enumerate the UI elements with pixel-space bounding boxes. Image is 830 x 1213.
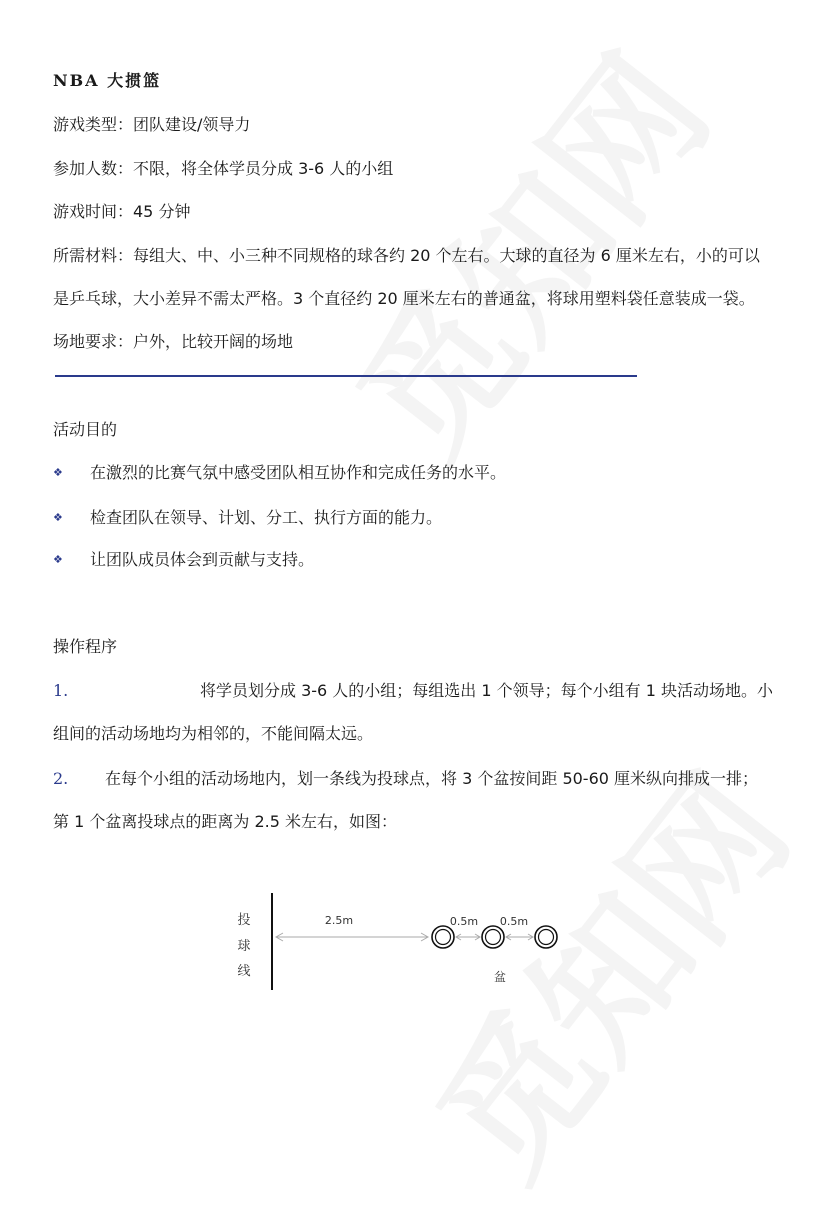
bullet-icon: ❖: [53, 511, 63, 524]
purpose-item: 让团队成员体会到贡献与支持。: [90, 550, 315, 569]
step-2-line-1: 在每个小组的活动场地内，划一条线为投球点，将 3 个盆按间距 50-60 厘米纵向排成一排；: [105, 769, 759, 788]
step-2-number: 2.: [53, 769, 69, 788]
bullet-icon: ❖: [53, 466, 63, 479]
throw-line-label-char: 球: [237, 939, 251, 954]
distance-label-gap-1: 0.5m: [449, 915, 479, 928]
step-2-line-2: 第 1 个盆离投球点的距离为 2.5 米左右，如图：: [53, 812, 397, 831]
document-title: NBA 大掼篮: [53, 71, 162, 90]
purpose-item: 在激烈的比赛气氛中感受团队相互协作和完成任务的水平。: [90, 463, 507, 482]
game-type: 游戏类型：团队建设/领导力: [53, 115, 251, 134]
distance-label-gap-2: 0.5m: [499, 915, 529, 928]
basin-label: 盆: [493, 970, 507, 984]
throw-line-label-char: 投: [237, 913, 251, 928]
purpose-item: 检查团队在领导、计划、分工、执行方面的能力。: [90, 508, 443, 527]
materials-line-1: 所需材料：每组大、中、小三种不同规格的球各约 20 个左右。大球的直径为 6 厘米左右，小的可以: [53, 246, 760, 265]
procedure-heading: 操作程序: [53, 637, 118, 656]
venue-requirements: 场地要求：户外，比较开阔的场地: [53, 332, 294, 351]
court-layout-diagram: [0, 880, 830, 1000]
bullet-icon: ❖: [53, 553, 63, 566]
materials-line-2: 是乒乓球，大小差异不需太严格。3 个直径约 20 厘米左右的普通盆，将球用塑料袋任意装成一袋。: [53, 289, 755, 308]
purpose-heading: 活动目的: [53, 420, 118, 439]
participants: 参加人数：不限，将全体学员分成 3-6 人的小组: [53, 159, 394, 178]
step-1-line-2: 组间的活动场地均为相邻的，不能间隔太远。: [53, 724, 374, 743]
step-1-number: 1.: [53, 681, 69, 700]
game-time: 游戏时间：45 分钟: [53, 202, 191, 221]
step-1-line-1: 将学员划分成 3-6 人的小组；每组选出 1 个领导；每个小组有 1 块活动场地。小: [200, 681, 774, 700]
throw-line-label-char: 线: [237, 964, 251, 979]
distance-label-main: 2.5m: [324, 914, 354, 927]
section-divider: [55, 375, 637, 377]
